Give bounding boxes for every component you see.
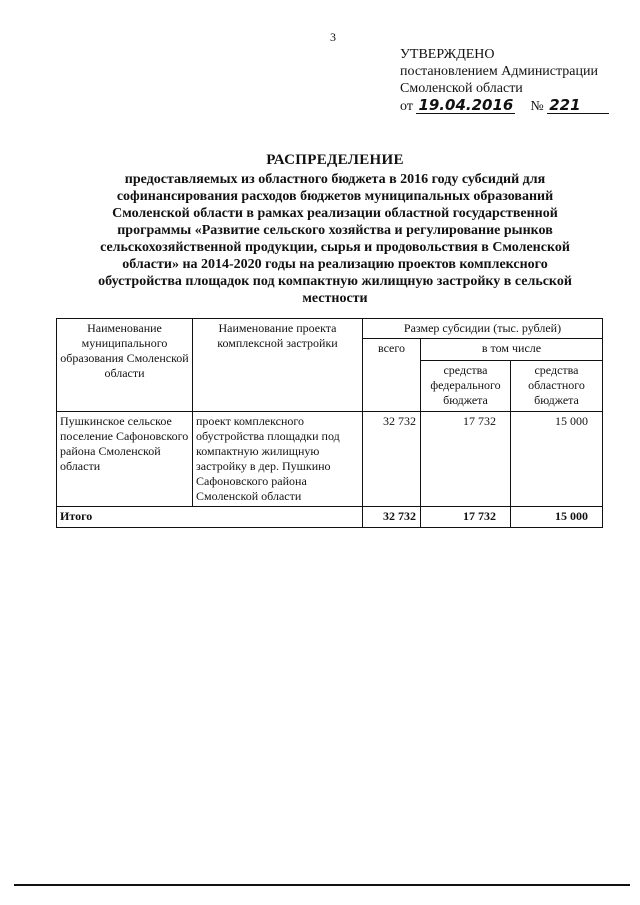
subtitle-line: предоставляемых из областного бюджета в 2016 году субсидий для [124,172,546,187]
table-row [57,412,603,507]
header-including: в том числе [421,339,603,361]
header-total: всего [363,339,421,412]
cell-project: проект комплексного обустройства площадки под компактную жилищную застройку в дер. Пушкино Сафоновского района Смоленской области [193,412,363,507]
number-sign: № [530,99,544,114]
header-regional: средства областного бюджета [511,361,603,412]
date-prefix: от [400,99,413,114]
header-subsidy: Размер субсидии (тыс. рублей) [363,319,603,339]
subsidy-table-wrapper [56,318,602,528]
approval-line-1: постановлением Администрации [400,64,598,79]
approval-heading: УТВЕРЖДЕНО [400,47,495,62]
approval-line-2: Смоленской области [400,81,523,96]
subtitle-line: обустройства площадок под компактную жилищную застройку в сельской [98,274,572,289]
subtitle-line: софинансирования расходов бюджетов муниципальных образований [116,189,554,204]
header-federal: средства федерального бюджета [421,361,511,412]
approval-stamp [400,46,635,115]
subtitle-line: программы «Развитие сельского хозяйства и регулирование рынков [117,223,553,238]
document-title: РАСПРЕДЕЛЕНИЕ [266,152,404,168]
cell-federal: 17 732 [421,412,511,507]
totals-row [57,507,603,528]
scan-bottom-edge [14,884,630,886]
subtitle-line: сельскохозяйственной продукции, сырья и продовольствия в Смоленской [100,240,570,255]
page-number: 3 [330,30,336,44]
handwritten-date: 19.04.2016 [418,96,514,114]
totals-regional: 15 000 [511,507,603,528]
totals-federal: 17 732 [421,507,511,528]
cell-municipality: Пушкинское сельское поселение Сафоновского района Смоленской области [57,412,193,507]
totals-label: Итого [57,507,363,528]
cell-regional: 15 000 [511,412,603,507]
approval-date-line [400,97,635,115]
cell-total: 32 732 [363,412,421,507]
subtitle-line: Смоленской области в рамках реализации областной государственной [112,206,558,221]
title-block [70,151,600,307]
subtitle-line: области» на 2014-2020 годы на реализацию проектов комплексного [122,257,548,272]
header-project: Наименование проекта комплексной застройки [193,319,363,412]
header-row-1 [57,319,603,339]
subtitle-line: местности [302,291,368,306]
totals-total: 32 732 [363,507,421,528]
header-municipality: Наименование муниципального образования Смоленской области [57,319,193,412]
handwritten-number: 221 [547,97,609,114]
document-subtitle [70,171,600,307]
subsidy-table [56,318,603,528]
